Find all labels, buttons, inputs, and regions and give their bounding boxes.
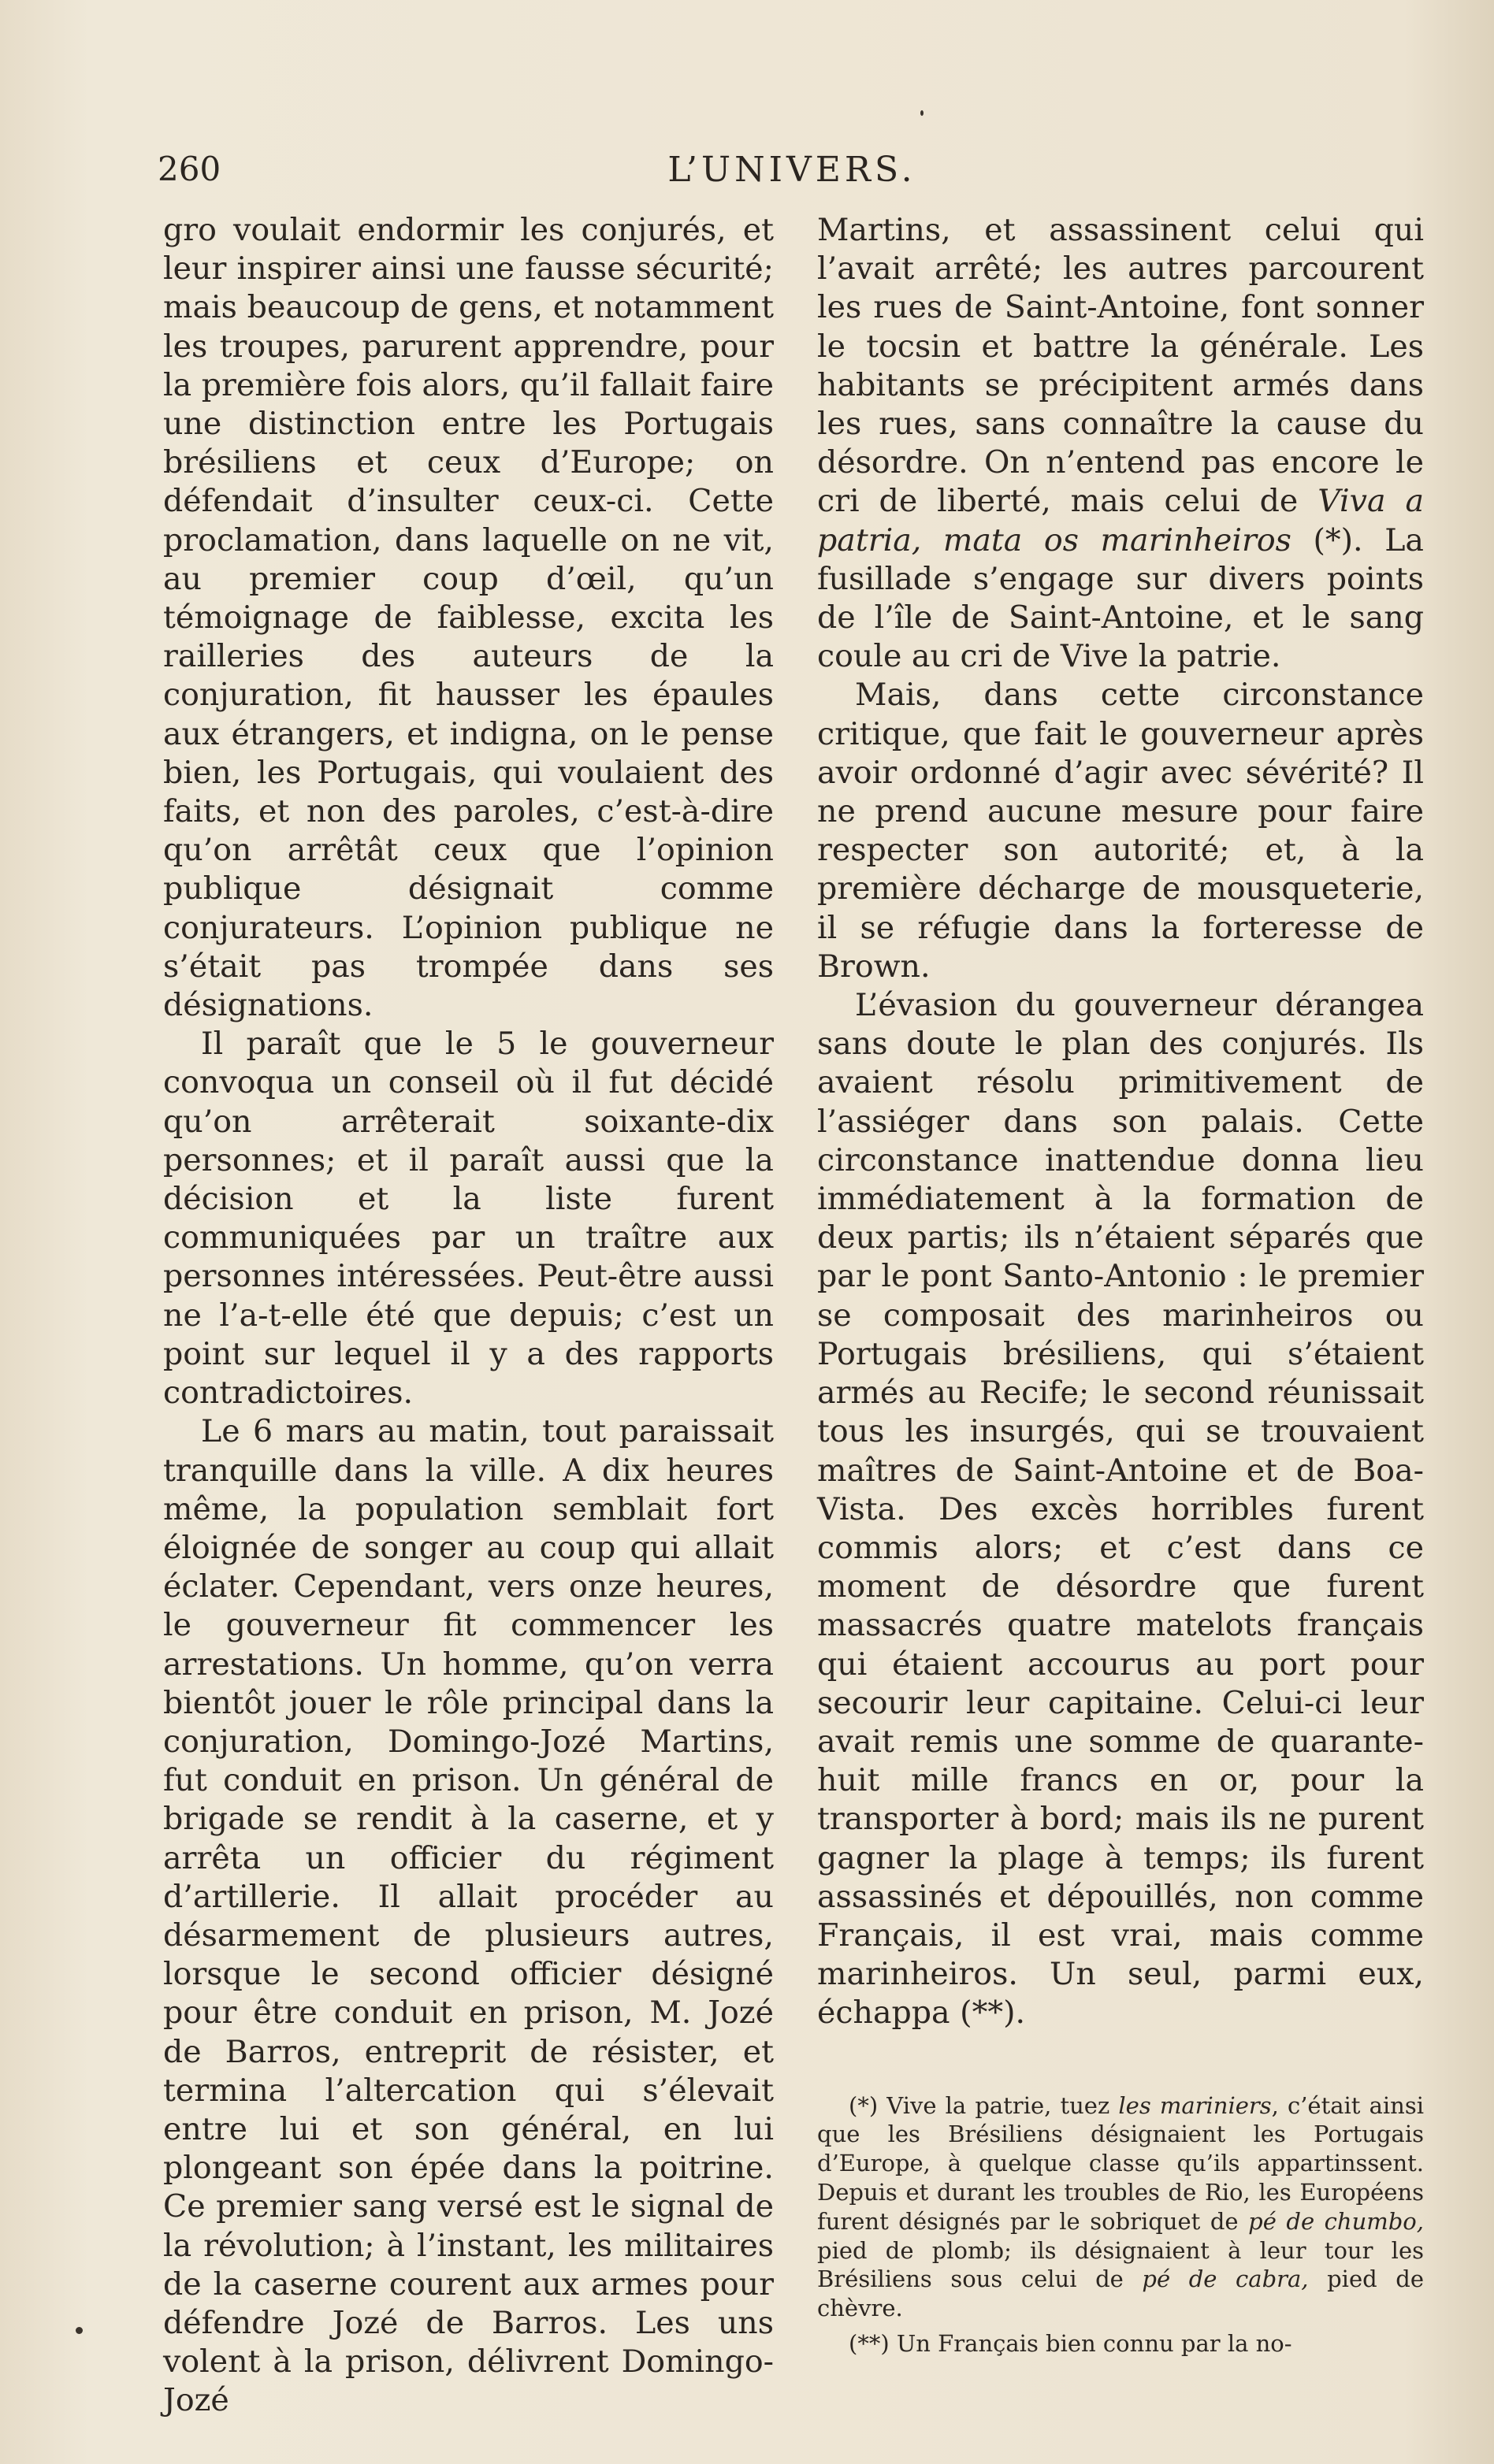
running-title: L’UNIVERS.: [667, 150, 916, 190]
paragraph: Il paraît que le 5 le gouverneur convoqua un conseil où il fut décidé qu’on arrêterait soixante-dix personnes; et il paraît aussi que la décision et la liste furent communiquées par un traître aux personnes intéressées. Peut-être aussi ne l’a-t-elle été que depuis; c’est un point sur lequel il y a des rapports contradictoires.: [163, 1026, 774, 1412]
paragraph: [817, 211, 1424, 676]
footnote-1: [817, 2091, 1424, 2323]
footnotes: [817, 2091, 1424, 2358]
italic-phrase: les mariniers: [1118, 2091, 1272, 2119]
ink-speck: [76, 2327, 83, 2334]
paragraph: gro voulait endormir les conjurés, et leur inspirer ainsi une fausse sécurité; mais beaucoup de gens, et notamment les troupes, parurent apprendre, pour la première fois alors, qu’il fallait faire une distinction entre les Portugais brésiliens et ceux d’Europe; on défendait d’insulter ceux-ci. Cette proclamation, dans laquelle on ne vit, au premier coup d’œil, qu’un témoignage de faiblesse, excita les railleries des auteurs de la conjuration, fit hausser les épaules aux étrangers, et indigna, on le pense bien, les Portugais, qui voulaient des faits, et non des paroles, c’est-à-dire qu’on arrêtât ceux que l’opinion publique désignait comme conjurateurs. L’opinion publique ne s’était pas trompée dans ses désignations.: [163, 212, 774, 1024]
text-run: , c’était ainsi que les Brésiliens désignaient les Portugais d’Europe, à quelque classe qu’ils appartinssent. Depuis et durant les troubles de Rio, les Européens furent désignés par le sobriquet de: [817, 2091, 1424, 2235]
italic-phrase: Viva a patria, mata os marinheiros: [817, 483, 1424, 558]
text-run: pied de plomb; ils désignaient à leur tour les Brésiliens sous celui de: [817, 2236, 1424, 2293]
italic-phrase: pé de chumbo,: [1248, 2207, 1424, 2235]
text-run: (*) Vive la patrie, tuez: [849, 2091, 1119, 2119]
italic-phrase: pé de cabra,: [1142, 2265, 1309, 2293]
text-run: (*). La fusillade s’engage sur divers points de l’île de Saint-Antoine, et le sang coule au cri de Vive la patrie.: [817, 521, 1424, 675]
text-run: Martins, et assassinent celui qui l’avait arrêté; les autres parcourent les rues de Saint-Antoine, font sonner le tocsin et battre la générale. Les habitants se précipitent armés dans les rues, sans connaître la cause du désordre. On n’entend pas encore le cri de liberté, mais celui de: [817, 212, 1424, 520]
paragraph: L’évasion du gouverneur dérangea sans doute le plan des conjurés. Ils avaient résolu primitivement de l’assiéger dans son palais. Cette circonstance inattendue donna lieu immédiatement à la formation de deux partis; ils n’étaient séparés que par le pont Santo-Antonio : le premier se composait des marinheiros ou Portugais brésiliens, qui s’étaient armés au Recife; le second réunissait tous les insurgés, qui se trouvaient maîtres de Saint-Antoine et de Boa-Vista. Des excès horribles furent commis alors; et c’est dans ce moment de désordre que furent massacrés quatre matelots français qui étaient accourus au port pour secourir leur capitaine. Celui-ci leur avait remis une somme de quarante-huit mille francs en or, pour la transporter à bord; mais ils ne purent gagner la plage à temps; ils furent assassinés et dépouillés, non comme Français, il est vrai, mais comme marinheiros. Un seul, parmi eux, échappa (**).: [817, 987, 1424, 2032]
text-run: pied de chèvre.: [817, 2265, 1424, 2322]
paragraph: Le 6 mars au matin, tout paraissait tranquille dans la ville. A dix heures même, la population semblait fort éloignée de songer au coup qui allait éclater. Cependant, vers onze heures, le gouverneur fit commencer les arrestations. Un homme, qu’on verra bientôt jouer le rôle principal dans la conjuration, Domingo-Jozé Martins, fut conduit en prison. Un général de brigade se rendit à la caserne, et y arrêta un officier du régiment d’artillerie. Il allait procéder au désarmement de plusieurs autres, lorsque le second officier désigné pour être conduit en prison, M. Jozé de Barros, entreprit de résister, et termina l’altercation qui s’élevait entre lui et son général, en lui plongeant son épée dans la poitrine. Ce premier sang versé est le signal de la révolution; à l’instant, les militaires de la caserne courent aux armes pour défendre Jozé de Barros. Les uns volent à la prison, délivrent Domingo-Jozé: [163, 1413, 774, 2419]
page-header: [158, 150, 1426, 197]
left-column: [163, 211, 774, 2421]
right-column: [817, 211, 1424, 2365]
ink-speck: [920, 110, 924, 116]
page-number: 260: [158, 150, 221, 188]
footnote-2: (**) Un Français bien connu par la no-: [849, 2329, 1292, 2357]
paragraph: Mais, dans cette circonstance critique, que fait le gouverneur après avoir ordonné d’agir avec sévérité? Il ne prend aucune mesure pour faire respecter son autorité; et, à la première décharge de mousqueterie, il se réfugie dans la forteresse de Brown.: [817, 677, 1424, 985]
